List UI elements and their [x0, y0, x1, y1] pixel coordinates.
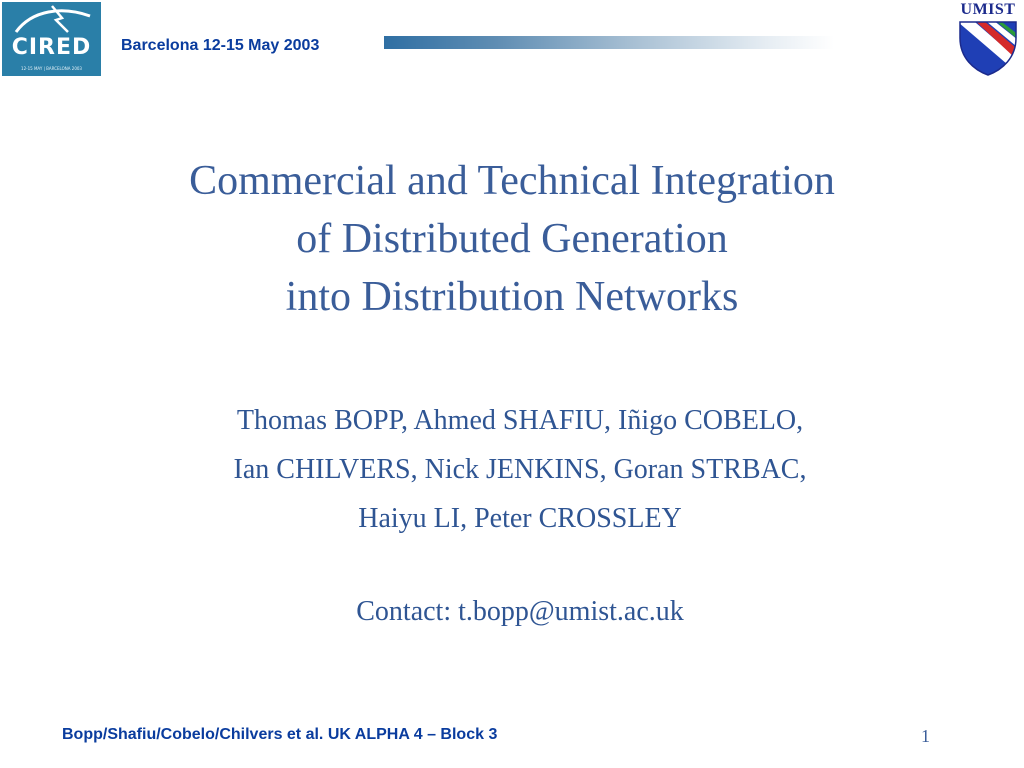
cired-logo-text: CIRED — [11, 35, 92, 60]
title-line: into Distribution Networks — [285, 274, 739, 320]
event-label: Barcelona 12-15 May 2003 — [121, 37, 320, 54]
cired-logo-subtext: 12-15 MAY | BARCELONA 2003 — [21, 66, 82, 71]
slide-title — [100, 152, 924, 326]
author-line: Ian CHILVERS, Nick JENKINS, Goran STRBAC, — [233, 454, 807, 485]
author-line: Thomas BOPP, Ahmed SHAFIU, Iñigo COBELO, — [236, 405, 804, 436]
title-line: of Distributed Generation — [296, 216, 728, 262]
cired-logo — [2, 2, 101, 76]
contact-line: Contact: t.bopp@umist.ac.uk — [356, 596, 684, 627]
umist-logo — [952, 0, 1024, 80]
umist-logo-text: UMIST — [960, 1, 1016, 18]
header-gradient-bar — [384, 36, 834, 49]
author-line: Haiyu LI, Peter CROSSLEY — [358, 503, 682, 534]
footer-text: Bopp/Shafiu/Cobelo/Chilvers et al. UK ALPHA 4 – Block 3 — [62, 726, 498, 743]
shield-icon — [958, 20, 1018, 76]
page-number: 1 — [921, 726, 930, 746]
title-line: Commercial and Technical Integration — [189, 158, 835, 204]
author-list — [100, 396, 940, 543]
